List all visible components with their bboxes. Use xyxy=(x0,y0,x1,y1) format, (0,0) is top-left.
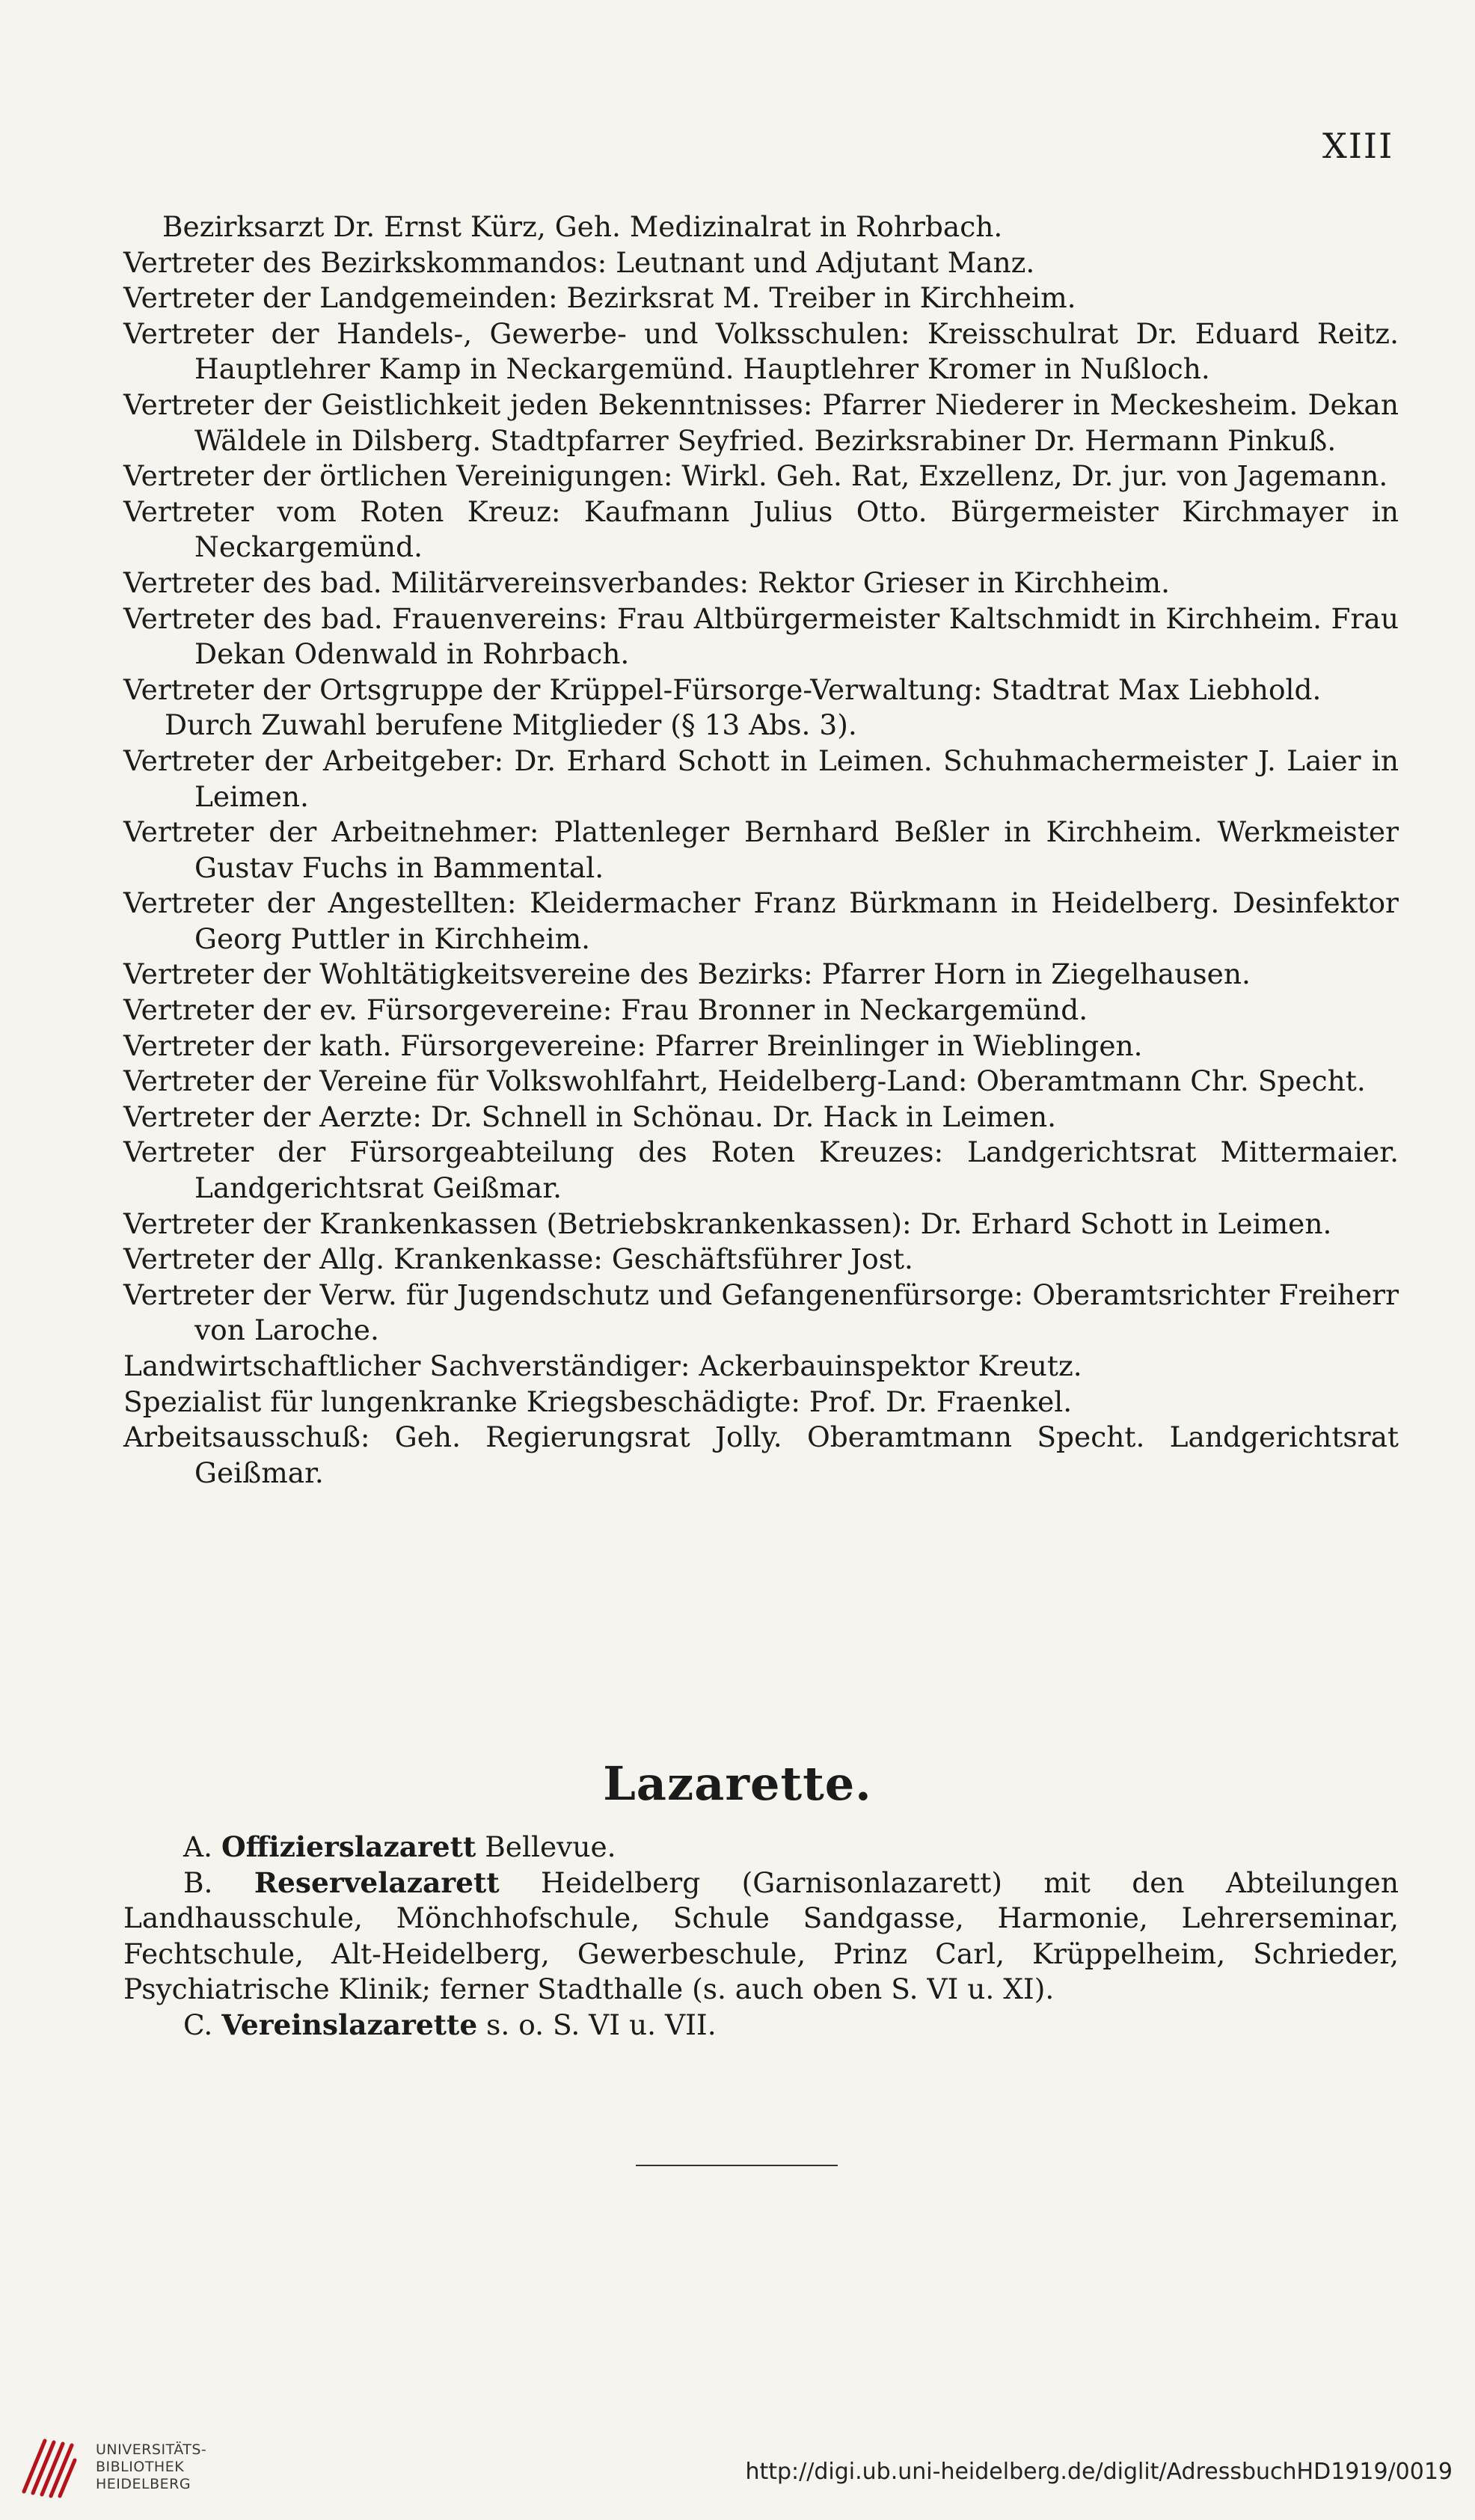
member-entry: Vertreter der Allg. Krankenkasse: Geschäftsführer Jost. xyxy=(123,1242,913,1276)
closing-rule xyxy=(636,2165,838,2166)
member-entry: Vertreter der Handels-, Gewerbe- und Volksschulen: Kreisschulrat Dr. Eduard Reitz. Hauptlehrer Kamp in Neckargemünd. Hauptlehrer Kromer in Nußloch. xyxy=(123,316,1399,386)
lazarett-letter: B. xyxy=(183,1866,213,1899)
footer xyxy=(0,2412,1475,2520)
library-name-line: HEIDELBERG xyxy=(96,2475,191,2492)
member-entry: Vertreter der Fürsorgeabteilung des Roten Kreuzes: Landgerichtsrat Mittermaier. Landgerichtsrat Geißmar. xyxy=(123,1135,1399,1205)
page-number: XIII xyxy=(1322,126,1394,166)
member-entry: Vertreter der Ortsgruppe der Krüppel-Fürsorge-Verwaltung: Stadtrat Max Liebhold. xyxy=(123,672,1322,706)
lazarett-entry xyxy=(123,1866,1399,2008)
lazarett-letter: C. xyxy=(183,2008,213,2041)
lazarett-details: Heidelberg (Garnisonlazarett) mit den Abteilungen Landhausschule, Mönchhofschule, Schule Sandgasse, Harmonie, Lehrerseminar, Fechtschule, Alt-Heidelberg, Gewerbeschule, Prinz Carl, Krüppelheim, Schrieder, Psychiatrische Klinik; ferner Stadthalle (s. auch oben S. VI u. XI). xyxy=(123,1866,1399,2006)
member-entry: Vertreter der Arbeitgeber: Dr. Erhard Schott in Leimen. Schuhmachermeister J. Laier in Leimen. xyxy=(123,744,1399,813)
committee-members-list xyxy=(123,209,1399,1491)
member-entry: Vertreter vom Roten Kreuz: Kaufmann Julius Otto. Bürgermeister Kirchmayer in Neckargemünd. xyxy=(123,494,1399,564)
member-entry: Vertreter der Geistlichkeit jeden Bekenntnisses: Pfarrer Niederer in Meckesheim. Dekan Wäldele in Dilsberg. Stadtpfarrer Seyfried. Bezirksrabiner Dr. Hermann Pinkuß. xyxy=(123,387,1399,457)
lazarett-entry xyxy=(123,1830,1399,1866)
section-title: Lazarette. xyxy=(603,1756,872,1811)
member-entry: Vertreter der Krankenkassen (Betriebskrankenkassen): Dr. Erhard Schott in Leimen. xyxy=(123,1207,1332,1240)
lazarett-letter: A. xyxy=(183,1830,213,1863)
lazarette-list xyxy=(123,1830,1399,2044)
member-entry: Vertreter der Vereine für Volkswohlfahrt, Heidelberg-Land: Oberamtmann Chr. Specht. xyxy=(123,1064,1366,1098)
lazarett-name: Offizierslazarett xyxy=(221,1830,476,1863)
library-logo[interactable] xyxy=(15,2433,206,2501)
lazarett-details: Bellevue. xyxy=(485,1830,616,1863)
source-url-link[interactable]: http://digi.ub.uni-heidelberg.de/diglit/AdressbuchHD1919/0019 xyxy=(745,2459,1453,2485)
member-entry: Vertreter des Bezirkskommandos: Leutnant und Adjutant Manz. xyxy=(123,245,1035,279)
member-entry: Vertreter der Arbeitnehmer: Plattenleger Bernhard Beßler in Kirchheim. Werkmeister Gustav Fuchs in Bammental. xyxy=(123,815,1399,884)
member-entry: Vertreter der Aerzte: Dr. Schnell in Schönau. Dr. Hack in Leimen. xyxy=(123,1100,1057,1133)
lazarett-details: s. o. S. VI u. VII. xyxy=(486,2008,717,2041)
member-entry: Vertreter der Wohltätigkeitsvereine des Bezirks: Pfarrer Horn in Ziegelhausen. xyxy=(123,957,1251,991)
member-entry: Vertreter der kath. Fürsorgevereine: Pfarrer Breinlinger in Wieblingen. xyxy=(123,1028,1143,1062)
library-name-line: BIBLIOTHEK xyxy=(96,2458,185,2475)
member-entry: Vertreter der Angestellten: Kleidermacher Franz Bürkmann in Heidelberg. Desinfektor Georg Puttler in Kirchheim. xyxy=(123,886,1399,955)
member-entry: Landwirtschaftlicher Sachverständiger: Ackerbauinspektor Kreutz. xyxy=(123,1349,1082,1382)
library-name xyxy=(96,2441,206,2493)
member-entry: Vertreter des bad. Frauenvereins: Frau Altbürgermeister Kaltschmidt in Kirchheim. Frau Dekan Odenwald in Rohrbach. xyxy=(123,601,1399,671)
member-entry: Vertreter der Landgemeinden: Bezirksrat M. Treiber in Kirchheim. xyxy=(123,281,1076,315)
member-entry: Arbeitsausschuß: Geh. Regierungsrat Jolly. Oberamtmann Specht. Landgerichtsrat Geißmar. xyxy=(123,1420,1399,1489)
lazarett-name: Reservelazarett xyxy=(254,1866,500,1899)
university-library-logo-icon xyxy=(15,2433,82,2501)
member-entry: Vertreter der ev. Fürsorgevereine: Frau Bronner in Neckargemünd. xyxy=(123,993,1088,1027)
member-entry: Vertreter des bad. Militärvereinsverbandes: Rektor Grieser in Kirchheim. xyxy=(123,565,1171,599)
member-entry: Bezirksarzt Dr. Ernst Kürz, Geh. Medizinalrat in Rohrbach. xyxy=(162,210,1003,243)
library-name-line: UNIVERSITÄTS- xyxy=(96,2441,207,2458)
member-entry: Durch Zuwahl berufene Mitglieder (§ 13 Abs. 3). xyxy=(165,708,857,742)
lazarett-name: Vereinslazarette xyxy=(221,2008,478,2041)
member-entry: Vertreter der Verw. für Jugendschutz und Gefangenenfürsorge: Oberamtsrichter Freiherr von Laroche. xyxy=(123,1278,1399,1347)
member-entry: Spezialist für lungenkranke Kriegsbeschädigte: Prof. Dr. Fraenkel. xyxy=(123,1385,1073,1418)
lazarett-entry xyxy=(123,2008,1399,2044)
member-entry: Vertreter der örtlichen Vereinigungen: Wirkl. Geh. Rat, Exzellenz, Dr. jur. von Jagemann. xyxy=(123,459,1388,493)
